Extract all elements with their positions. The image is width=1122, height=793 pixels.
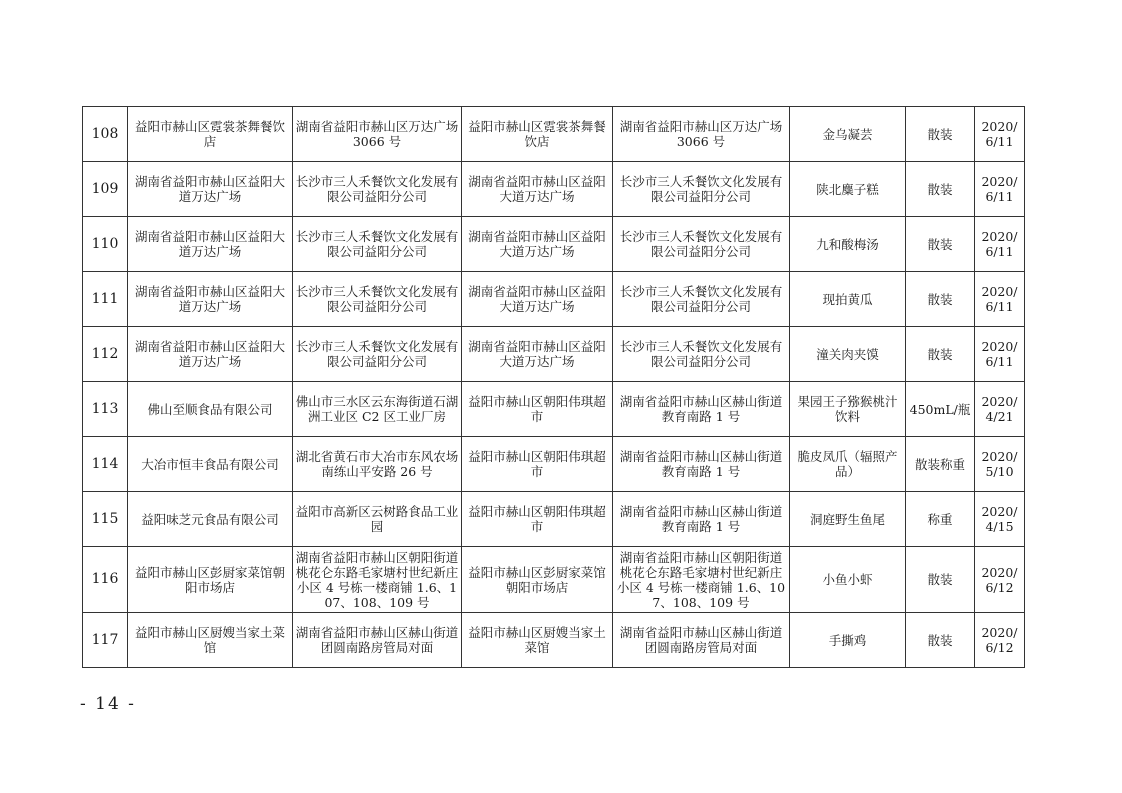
table-row: [83, 107, 1025, 162]
production-date-cell: 2020/4/21: [975, 382, 1025, 437]
product-spec-cell: 散装: [906, 272, 975, 327]
seller-name-cell: 益阳市赫山区朝阳伟琪超市: [462, 492, 613, 547]
table-row: [83, 613, 1025, 668]
row-number-cell: 109: [83, 162, 128, 217]
seller-address-cell: 湖南省益阳市赫山区赫山街道教育南路 1 号: [613, 437, 790, 492]
row-number-cell: 112: [83, 327, 128, 382]
product-name-cell: 陕北麋子糕: [790, 162, 906, 217]
production-date-cell: 2020/6/12: [975, 547, 1025, 613]
product-spec-cell: 散装: [906, 613, 975, 668]
product-spec-cell: 散装: [906, 162, 975, 217]
producer-address-cell: 长沙市三人禾餐饮文化发展有限公司益阳分公司: [293, 327, 462, 382]
producer-address-cell: 长沙市三人禾餐饮文化发展有限公司益阳分公司: [293, 162, 462, 217]
seller-address-cell: 长沙市三人禾餐饮文化发展有限公司益阳分公司: [613, 272, 790, 327]
seller-name-cell: 益阳市赫山区厨嫂当家土菜馆: [462, 613, 613, 668]
producer-name-cell: 湖南省益阳市赫山区益阳大道万达广场: [128, 327, 293, 382]
row-number-cell: 113: [83, 382, 128, 437]
producer-address-cell: 湖南省益阳市赫山区万达广场 3066 号: [293, 107, 462, 162]
producer-name-cell: 湖南省益阳市赫山区益阳大道万达广场: [128, 272, 293, 327]
product-name-cell: 金乌凝芸: [790, 107, 906, 162]
producer-address-cell: 佛山市三水区云东海街道石湖洲工业区 C2 区工业厂房: [293, 382, 462, 437]
producer-name-cell: 湖南省益阳市赫山区益阳大道万达广场: [128, 217, 293, 272]
producer-name-cell: 益阳市赫山区霓裳茶舞餐饮店: [128, 107, 293, 162]
product-name-cell: 脆皮凤爪（辐照产品）: [790, 437, 906, 492]
product-spec-cell: 散装称重: [906, 437, 975, 492]
product-name-cell: 现拍黄瓜: [790, 272, 906, 327]
seller-address-cell: 湖南省益阳市赫山区朝阳街道桃花仑东路毛家塘村世纪新庄小区 4 号栋一楼商铺 1.6、107、108、109 号: [613, 547, 790, 613]
production-date-cell: 2020/6/11: [975, 217, 1025, 272]
table-row: [83, 492, 1025, 547]
product-name-cell: 小鱼小虾: [790, 547, 906, 613]
product-name-cell: 手撕鸡: [790, 613, 906, 668]
table-row: [83, 327, 1025, 382]
seller-name-cell: 湖南省益阳市赫山区益阳大道万达广场: [462, 162, 613, 217]
seller-name-cell: 益阳市赫山区朝阳伟琪超市: [462, 437, 613, 492]
product-spec-cell: 散装: [906, 327, 975, 382]
producer-address-cell: 湖南省益阳市赫山区朝阳街道桃花仑东路毛家塘村世纪新庄小区 4 号栋一楼商铺 1.6、107、108、109 号: [293, 547, 462, 613]
product-spec-cell: 450mL/瓶: [906, 382, 975, 437]
seller-name-cell: 湖南省益阳市赫山区益阳大道万达广场: [462, 217, 613, 272]
producer-name-cell: 益阳市赫山区厨嫂当家土菜馆: [128, 613, 293, 668]
production-date-cell: 2020/5/10: [975, 437, 1025, 492]
table-row: [83, 437, 1025, 492]
producer-address-cell: 湖南省益阳市赫山区赫山街道团圆南路房管局对面: [293, 613, 462, 668]
product-spec-cell: 称重: [906, 492, 975, 547]
seller-name-cell: 益阳市赫山区霓裳茶舞餐饮店: [462, 107, 613, 162]
producer-name-cell: 益阳味芝元食品有限公司: [128, 492, 293, 547]
seller-address-cell: 长沙市三人禾餐饮文化发展有限公司益阳分公司: [613, 327, 790, 382]
seller-address-cell: 长沙市三人禾餐饮文化发展有限公司益阳分公司: [613, 217, 790, 272]
seller-name-cell: 湖南省益阳市赫山区益阳大道万达广场: [462, 327, 613, 382]
seller-name-cell: 益阳市赫山区朝阳伟琪超市: [462, 382, 613, 437]
production-date-cell: 2020/6/11: [975, 272, 1025, 327]
product-name-cell: 潼关肉夹馍: [790, 327, 906, 382]
producer-name-cell: 佛山至顺食品有限公司: [128, 382, 293, 437]
page-number: - 14 -: [80, 694, 136, 714]
seller-name-cell: 益阳市赫山区彭厨家菜馆朝阳市场店: [462, 547, 613, 613]
product-spec-cell: 散装: [906, 217, 975, 272]
row-number-cell: 116: [83, 547, 128, 613]
table-row: [83, 272, 1025, 327]
seller-address-cell: 湖南省益阳市赫山区赫山街道团圆南路房管局对面: [613, 613, 790, 668]
producer-address-cell: 湖北省黄石市大冶市东风农场南练山平安路 26 号: [293, 437, 462, 492]
producer-name-cell: 湖南省益阳市赫山区益阳大道万达广场: [128, 162, 293, 217]
producer-address-cell: 长沙市三人禾餐饮文化发展有限公司益阳分公司: [293, 272, 462, 327]
table-row: [83, 217, 1025, 272]
row-number-cell: 117: [83, 613, 128, 668]
producer-address-cell: 益阳市高新区云树路食品工业园: [293, 492, 462, 547]
row-number-cell: 114: [83, 437, 128, 492]
table-row: [83, 382, 1025, 437]
row-number-cell: 110: [83, 217, 128, 272]
production-date-cell: 2020/6/11: [975, 107, 1025, 162]
production-date-cell: 2020/6/11: [975, 327, 1025, 382]
product-name-cell: 洞庭野生鱼尾: [790, 492, 906, 547]
row-number-cell: 115: [83, 492, 128, 547]
producer-address-cell: 长沙市三人禾餐饮文化发展有限公司益阳分公司: [293, 217, 462, 272]
sampling-results-table: [82, 106, 1025, 668]
seller-name-cell: 湖南省益阳市赫山区益阳大道万达广场: [462, 272, 613, 327]
table-row: [83, 547, 1025, 613]
seller-address-cell: 长沙市三人禾餐饮文化发展有限公司益阳分公司: [613, 162, 790, 217]
product-name-cell: 果园王子猕猴桃汁饮料: [790, 382, 906, 437]
seller-address-cell: 湖南省益阳市赫山区赫山街道教育南路 1 号: [613, 492, 790, 547]
row-number-cell: 108: [83, 107, 128, 162]
table-row: [83, 162, 1025, 217]
producer-name-cell: 益阳市赫山区彭厨家菜馆朝阳市场店: [128, 547, 293, 613]
table-body: [83, 107, 1025, 668]
production-date-cell: 2020/6/11: [975, 162, 1025, 217]
production-date-cell: 2020/6/12: [975, 613, 1025, 668]
seller-address-cell: 湖南省益阳市赫山区万达广场 3066 号: [613, 107, 790, 162]
product-spec-cell: 散装: [906, 547, 975, 613]
producer-name-cell: 大冶市恒丰食品有限公司: [128, 437, 293, 492]
product-spec-cell: 散装: [906, 107, 975, 162]
row-number-cell: 111: [83, 272, 128, 327]
production-date-cell: 2020/4/15: [975, 492, 1025, 547]
seller-address-cell: 湖南省益阳市赫山区赫山街道教育南路 1 号: [613, 382, 790, 437]
product-name-cell: 九和酸梅汤: [790, 217, 906, 272]
